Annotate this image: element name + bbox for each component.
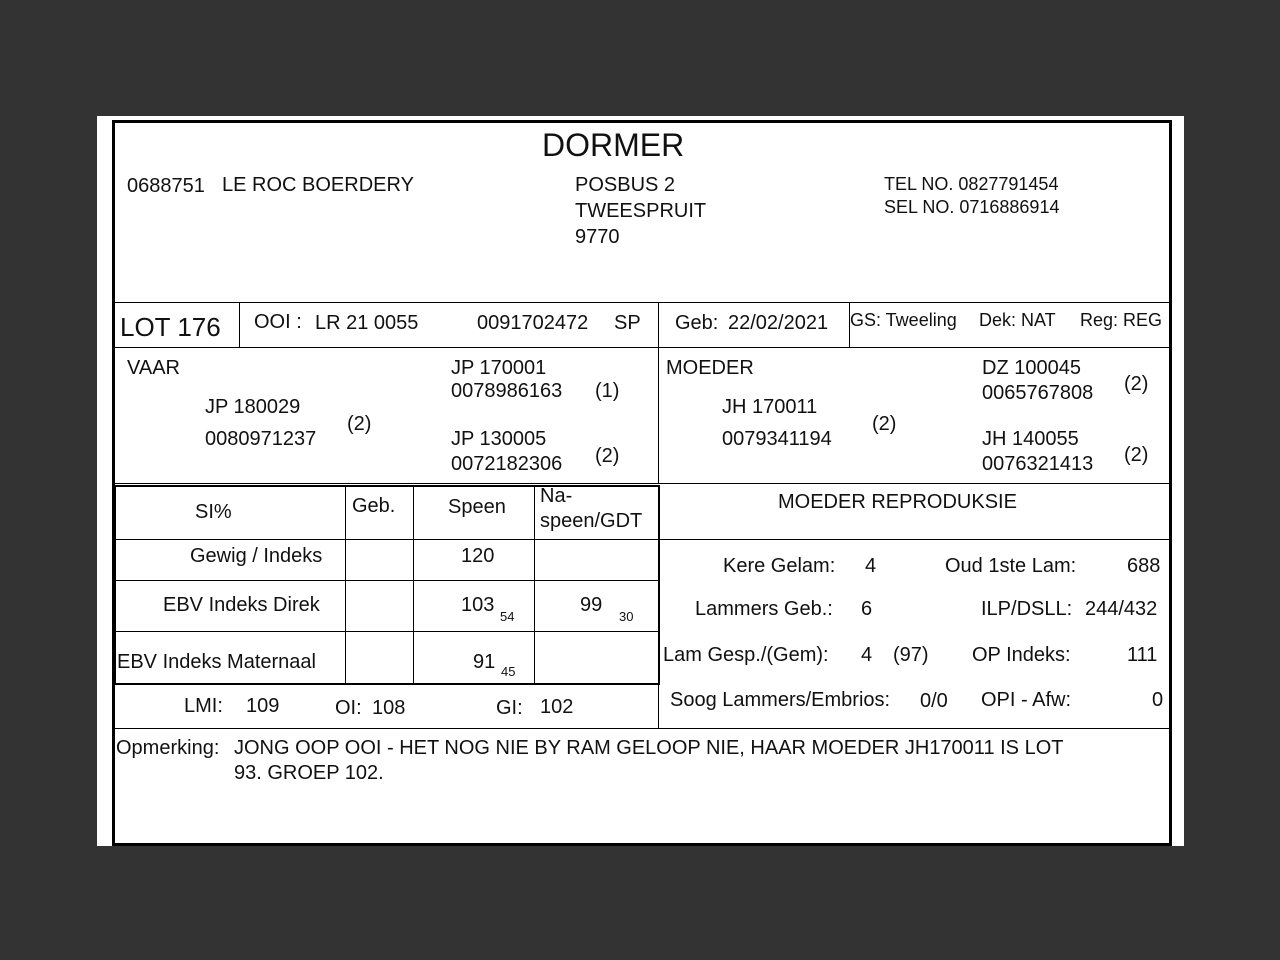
naspeen-header-line2: speen/GDT: [540, 510, 643, 532]
kere-gelam-value: 4: [865, 555, 877, 577]
lammers-geb-label: Lammers Geb.:: [695, 598, 833, 620]
gi-value: 102: [540, 696, 574, 718]
divider: [658, 302, 659, 484]
registration-status: Reg: REG: [1080, 310, 1163, 330]
oud-1ste-lam-label: Oud 1ste Lam:: [945, 555, 1077, 577]
op-indeks-label: OP Indeks:: [972, 644, 1071, 666]
address-line2: TWEESPRUIT: [575, 200, 707, 222]
geb-label: Geb:: [675, 312, 719, 334]
remark-line2: 93. GROEP 102.: [234, 762, 384, 784]
divider: [114, 631, 658, 632]
direk-speen-accuracy: 54: [500, 609, 515, 624]
naspeen-header-line1: Na-: [540, 485, 573, 507]
opi-afw-label: OPI - Afw:: [981, 689, 1072, 711]
geb-header: Geb.: [352, 495, 396, 517]
divider: [239, 302, 240, 348]
lam-gesp-label: Lam Gesp./(Gem):: [663, 644, 829, 666]
soog-lammers-label: Soog Lammers/Embrios:: [670, 689, 891, 711]
sire-label: VAAR: [127, 357, 180, 379]
dam-sire-number: 0065767808: [982, 382, 1094, 404]
lam-gesp-average: (97): [893, 644, 929, 666]
dam-dam-grade: (2): [1124, 444, 1149, 466]
frame-bottom: [113, 843, 1172, 846]
birth-date: 22/02/2021: [728, 312, 829, 334]
dam-sire-id: DZ 100045: [982, 357, 1081, 379]
oi-value: 108: [372, 697, 406, 719]
divider: [113, 483, 1170, 484]
sire-sire-number: 0078986163: [451, 380, 563, 402]
dam-grade: (2): [872, 413, 897, 435]
mating-type: Dek: NAT: [979, 310, 1056, 330]
lmi-label: LMI:: [184, 695, 223, 717]
ooi-reg-code: SP: [614, 312, 641, 334]
op-indeks-value: 111: [1127, 644, 1158, 666]
lam-gesp-value: 4: [861, 644, 873, 666]
sire-sire-id: JP 170001: [451, 357, 547, 379]
sire-grade: (2): [347, 413, 372, 435]
gewig-speen-value: 120: [461, 545, 495, 567]
gi-label: GI:: [496, 697, 523, 719]
dam-sire-grade: (2): [1124, 373, 1149, 395]
ooi-id: LR 21 0055: [315, 312, 419, 334]
dam-label: MOEDER: [666, 357, 754, 379]
dam-number: 0079341194: [722, 428, 832, 450]
divider: [114, 580, 658, 581]
divider: [413, 485, 414, 683]
sire-number: 0080971237: [205, 428, 317, 450]
sire-id: JP 180029: [205, 396, 301, 418]
frame-top: [113, 120, 1170, 123]
speen-header: Speen: [448, 496, 506, 518]
maternaal-speen-value: 91: [473, 651, 496, 673]
row-label-gewig: Gewig / Indeks: [190, 545, 323, 567]
dam-id: JH 170011: [722, 396, 818, 418]
divider: [658, 539, 1170, 540]
kere-gelam-label: Kere Gelam:: [723, 555, 836, 577]
birth-status: GS: Tweeling: [850, 310, 957, 330]
opi-afw-value: 0: [1152, 689, 1164, 711]
divider: [658, 485, 659, 729]
address-line1: POSBUS 2: [575, 174, 676, 196]
seller-name: LE ROC BOERDERY: [222, 174, 414, 196]
direk-naspeen-value: 99: [580, 594, 603, 616]
breed-title: DORMER: [542, 127, 685, 163]
ilp-dsll-label: ILP/DSLL:: [981, 598, 1073, 620]
remark-label: Opmerking:: [116, 737, 220, 759]
row-label-ebv-direk: EBV Indeks Direk: [163, 594, 320, 616]
sire-dam-grade: (2): [595, 445, 620, 467]
ooi-reg-number: 0091702472: [477, 312, 589, 334]
seller-id: 0688751: [127, 175, 205, 197]
ilp-dsll-value: 244/432: [1085, 598, 1158, 620]
lammers-geb-value: 6: [861, 598, 873, 620]
maternaal-speen-accuracy: 45: [501, 664, 516, 679]
sire-dam-id: JP 130005: [451, 428, 547, 450]
soog-lammers-value: 0/0: [920, 690, 948, 712]
remark-line1: JONG OOP OOI - HET NOG NIE BY RAM GELOOP NIE, HAAR MOEDER JH170011 IS LOT: [234, 737, 1064, 759]
dam-dam-id: JH 140055: [982, 428, 1079, 450]
oud-1ste-lam-value: 688: [1127, 555, 1161, 577]
divider: [113, 728, 1170, 729]
oi-label: OI:: [335, 697, 362, 719]
divider: [113, 347, 1170, 348]
direk-naspeen-accuracy: 30: [619, 609, 634, 624]
divider: [534, 485, 535, 683]
divider: [345, 485, 346, 683]
direk-speen-value: 103: [461, 594, 495, 616]
auction-sheet: [97, 116, 1184, 846]
divider: [114, 539, 658, 540]
tel-number: TEL NO. 0827791454: [884, 174, 1059, 194]
lmi-value: 109: [246, 695, 280, 717]
dam-dam-number: 0076321413: [982, 453, 1094, 475]
lot-number: LOT 176: [120, 312, 221, 342]
sire-sire-grade: (1): [595, 380, 620, 402]
address-line3: 9770: [575, 226, 620, 248]
reproduction-title: MOEDER REPRODUKSIE: [778, 491, 1017, 513]
si-header: SI%: [195, 501, 232, 523]
row-label-ebv-maternaal: EBV Indeks Maternaal: [117, 651, 316, 673]
sel-number: SEL NO. 0716886914: [884, 197, 1060, 217]
divider: [113, 302, 1170, 303]
sire-dam-number: 0072182306: [451, 453, 563, 475]
ooi-label: OOI :: [254, 311, 302, 333]
